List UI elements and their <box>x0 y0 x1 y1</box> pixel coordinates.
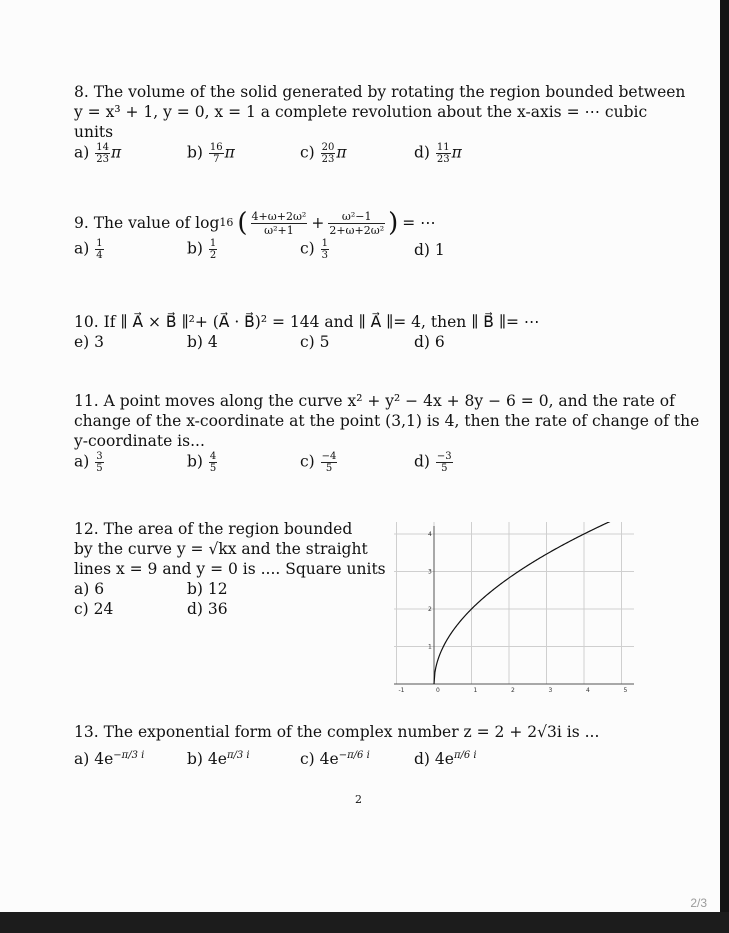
q12-option-d[interactable]: d) 36 <box>187 600 228 618</box>
x-tick-label: -1 <box>398 687 405 694</box>
x-tick-label: 0 <box>436 687 440 694</box>
q13-option-b[interactable]: b) $4e^{\pi/3 i}$ <box>187 750 250 769</box>
question-8 <box>74 82 685 166</box>
q13-option-c[interactable]: c) $4e^{-\pi/6 i}$ <box>300 750 370 769</box>
q11-line-3: y-coordinate is... <box>74 432 205 450</box>
y-tick-label: 3 <box>428 568 432 576</box>
q9-option-b[interactable]: b) $\frac{1}{2}$ <box>187 238 217 261</box>
question-13 <box>74 722 599 772</box>
q8-option-d[interactable]: d) $\frac{11}{23}$ π <box>414 142 462 165</box>
q12-options-row-2 <box>74 599 386 619</box>
q12-option-c[interactable]: c) 24 <box>74 600 114 618</box>
question-10 <box>74 312 539 356</box>
viewer-bottom-bar <box>0 912 729 933</box>
x-tick-label: 3 <box>548 687 553 694</box>
q10-stem: 10. If ∥ A⃗ × B⃗ ∥²+ (A⃗ · B⃗)² = 144 and ∥ A⃗ ∥= 4, then ∥ B⃗ ∥= ⋯ <box>74 313 540 331</box>
q10-options <box>74 332 539 356</box>
q12-options-row-1 <box>74 579 386 599</box>
q11-option-b[interactable]: b) $\frac{4}{5}$ <box>187 451 217 474</box>
q12-option-a[interactable]: a) 6 <box>74 580 105 598</box>
x-tick-label: 5 <box>623 687 628 694</box>
q8-options <box>74 142 685 166</box>
viewer-page-indicator[interactable]: 2/3 <box>690 896 707 910</box>
q11-line-2: change of the x-coordinate at the point (3,1) is 4, then the rate of change of the <box>74 412 700 430</box>
q12-line-2: by the curve y = √kx and the straight <box>74 540 368 558</box>
q13-options <box>74 746 599 772</box>
y-tick-label: 2 <box>428 606 432 613</box>
q11-option-c[interactable]: c) $\frac{-4}{5}$ <box>300 451 337 474</box>
x-tick-label: 2 <box>511 687 515 694</box>
q8-line-3: units <box>74 123 114 141</box>
q8-line-1: 8. The volume of the solid generated by rotating the region bounded between <box>74 83 686 101</box>
q8-line-2: y = x³ + 1, y = 0, x = 1 a complete revolution about the x-axis = ⋯ cubic <box>74 103 648 121</box>
sqrt-curve-line <box>434 522 612 684</box>
q12-line-1: 12. The area of the region bounded <box>74 520 353 538</box>
x-tick-label: 4 <box>586 687 590 694</box>
y-tick-label: 4 <box>428 531 432 538</box>
q11-options <box>74 451 699 475</box>
q11-option-a[interactable]: a) $\frac{3}{5}$ <box>74 451 103 474</box>
q10-option-b[interactable]: b) 4 <box>187 333 218 351</box>
q13-option-d[interactable]: d) $4e^{\pi/6 i}$ <box>414 750 477 769</box>
q9-options <box>74 238 445 262</box>
q12-line-3: lines x = 9 and y = 0 is .... Square units <box>74 560 386 578</box>
q11-option-d[interactable]: d) $\frac{-3}{5}$ <box>414 451 452 474</box>
question-11 <box>74 391 699 475</box>
q10-option-e[interactable]: e) 3 <box>74 333 105 351</box>
question-9 <box>74 208 445 262</box>
q9-option-d[interactable]: d) 1 <box>414 241 445 259</box>
q8-option-a[interactable]: a) $\frac{14}{23}$ π <box>74 142 122 165</box>
viewer-right-edge <box>720 0 729 933</box>
x-tick-label: 1 <box>473 687 478 694</box>
q8-option-b[interactable]: b) $\frac{16}{7}$ π <box>187 142 235 165</box>
q11-line-1: 11. A point moves along the curve x² + y² − 4x + 8y − 6 = 0, and the rate of <box>74 392 675 410</box>
sqrt-curve-graph <box>394 522 634 702</box>
q8-option-c[interactable]: c) $\frac{20}{23}$ π <box>300 142 347 165</box>
q12-option-b[interactable]: b) 12 <box>187 580 228 598</box>
q13-stem: 13. The exponential form of the complex number z = 2 + 2√3i is ... <box>74 723 600 741</box>
q10-option-d[interactable]: d) 6 <box>414 333 445 351</box>
q13-option-a[interactable]: a) $4e^{-\pi/3 i}$ <box>74 750 145 769</box>
y-tick-label: 1 <box>428 643 432 651</box>
page-number: 2 <box>355 793 362 806</box>
q9-option-a[interactable]: a) $\frac{1}{4}$ <box>74 238 103 261</box>
q10-option-c[interactable]: c) 5 <box>300 333 330 351</box>
q9-stem: 9. The value of log 16 ( $\frac{\text{4+ω+2ω²}}{\text{ω²+1}}$ + $\frac{\text{ω²−1}}{\text{2+ω+2ω²}}$ ) = ⋯ <box>74 208 436 238</box>
q9-option-c[interactable]: c) $\frac{1}{3}$ <box>300 238 329 261</box>
question-12 <box>74 519 386 619</box>
